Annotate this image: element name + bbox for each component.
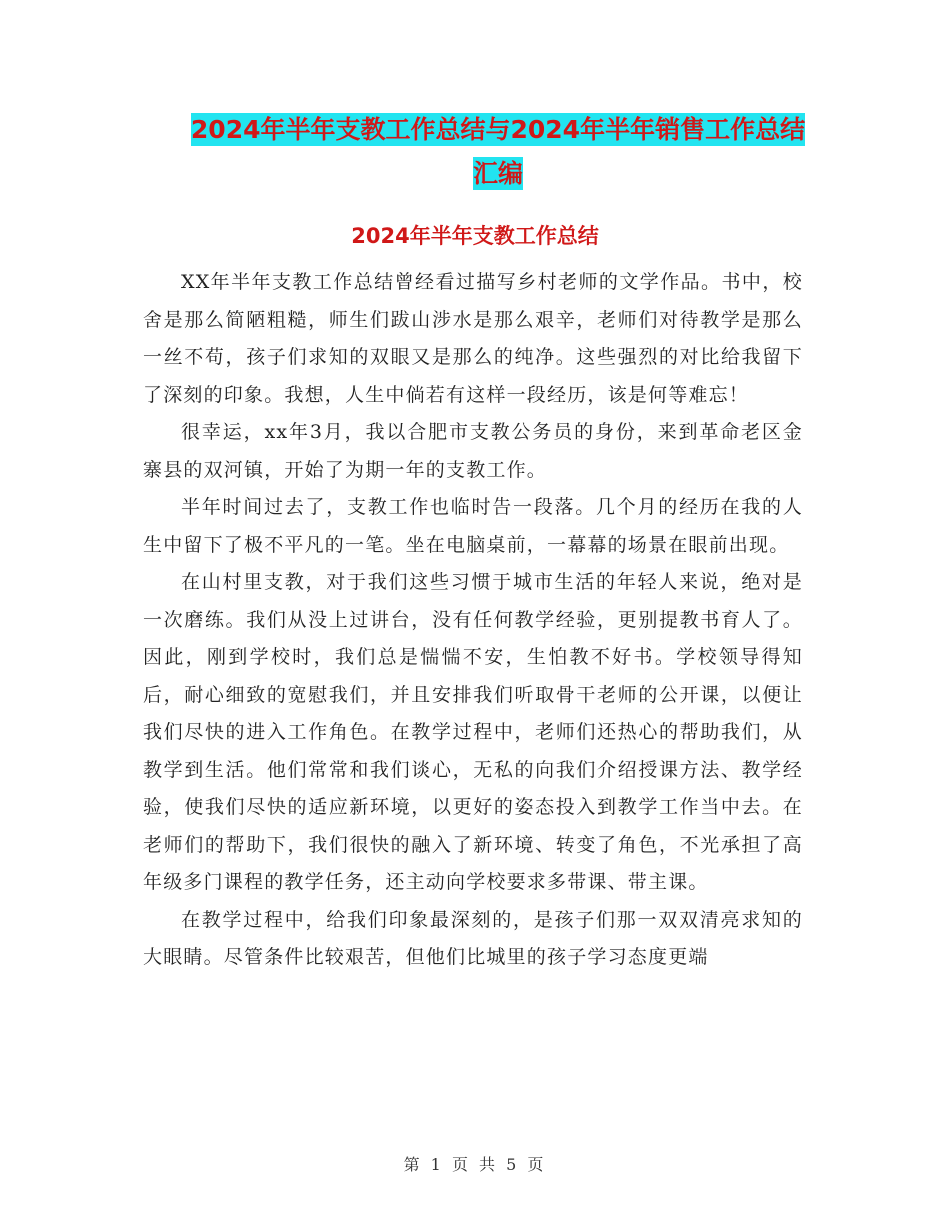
- paragraph: XX年半年支教工作总结曾经看过描写乡村老师的文学作品。书中，校舍是那么简陋粗糙，师生们跋山涉水是那么艰辛，老师们对待教学是那么一丝不苟，孩子们求知的双眼又是那么的纯净。这些强烈的对比给我留下了深刻的印象。我想，人生中倘若有这样一段经历，该是何等难忘！: [143, 271, 803, 406]
- document-body: [143, 264, 803, 977]
- document-title-line2: 汇编: [472, 159, 523, 188]
- paragraph: 半年时间过去了，支教工作也临时告一段落。几个月的经历在我的人生中留下了极不平凡的一笔。坐在电脑桌前，一幕幕的场景在眼前出现。: [143, 496, 803, 556]
- paragraph: 在山村里支教，对于我们这些习惯于城市生活的年轻人来说，绝对是一次磨练。我们从没上过讲台，没有任何教学经验，更别提教书育人了。因此，刚到学校时，我们总是惴惴不安，生怕教不好书。学校领导得知后，耐心细致的宽慰我们，并且安排我们听取骨干老师的公开课，以便让我们尽快的进入工作角色。在教学过程中，老师们还热心的帮助我们，从教学到生活。他们常常和我们谈心，无私的向我们介绍授课方法、教学经验，使我们尽快的适应新环境，以更好的姿态投入到教学工作当中去。在老师们的帮助下，我们很快的融入了新环境、转变了角色，不光承担了高年级多门课程的教学任务，还主动向学校要求多带课、带主课。: [143, 571, 803, 893]
- paragraph: 在教学过程中，给我们印象最深刻的，是孩子们那一双双清亮求知的大眼睛。尽管条件比较艰苦，但他们比城里的孩子学习态度更端: [143, 908, 803, 968]
- document-title-line1: 2024年半年支教工作总结与2024年半年销售工作总结: [190, 115, 806, 144]
- section-title: 2024年半年支教工作总结: [351, 224, 599, 248]
- page-footer: 第 1 页 共 5 页: [403, 1155, 547, 1174]
- document-title: [140, 108, 856, 196]
- paragraph: 很幸运，xx年3月，我以合肥市支教公务员的身份，来到革命老区金寨县的双河镇，开始了为期一年的支教工作。: [143, 421, 803, 481]
